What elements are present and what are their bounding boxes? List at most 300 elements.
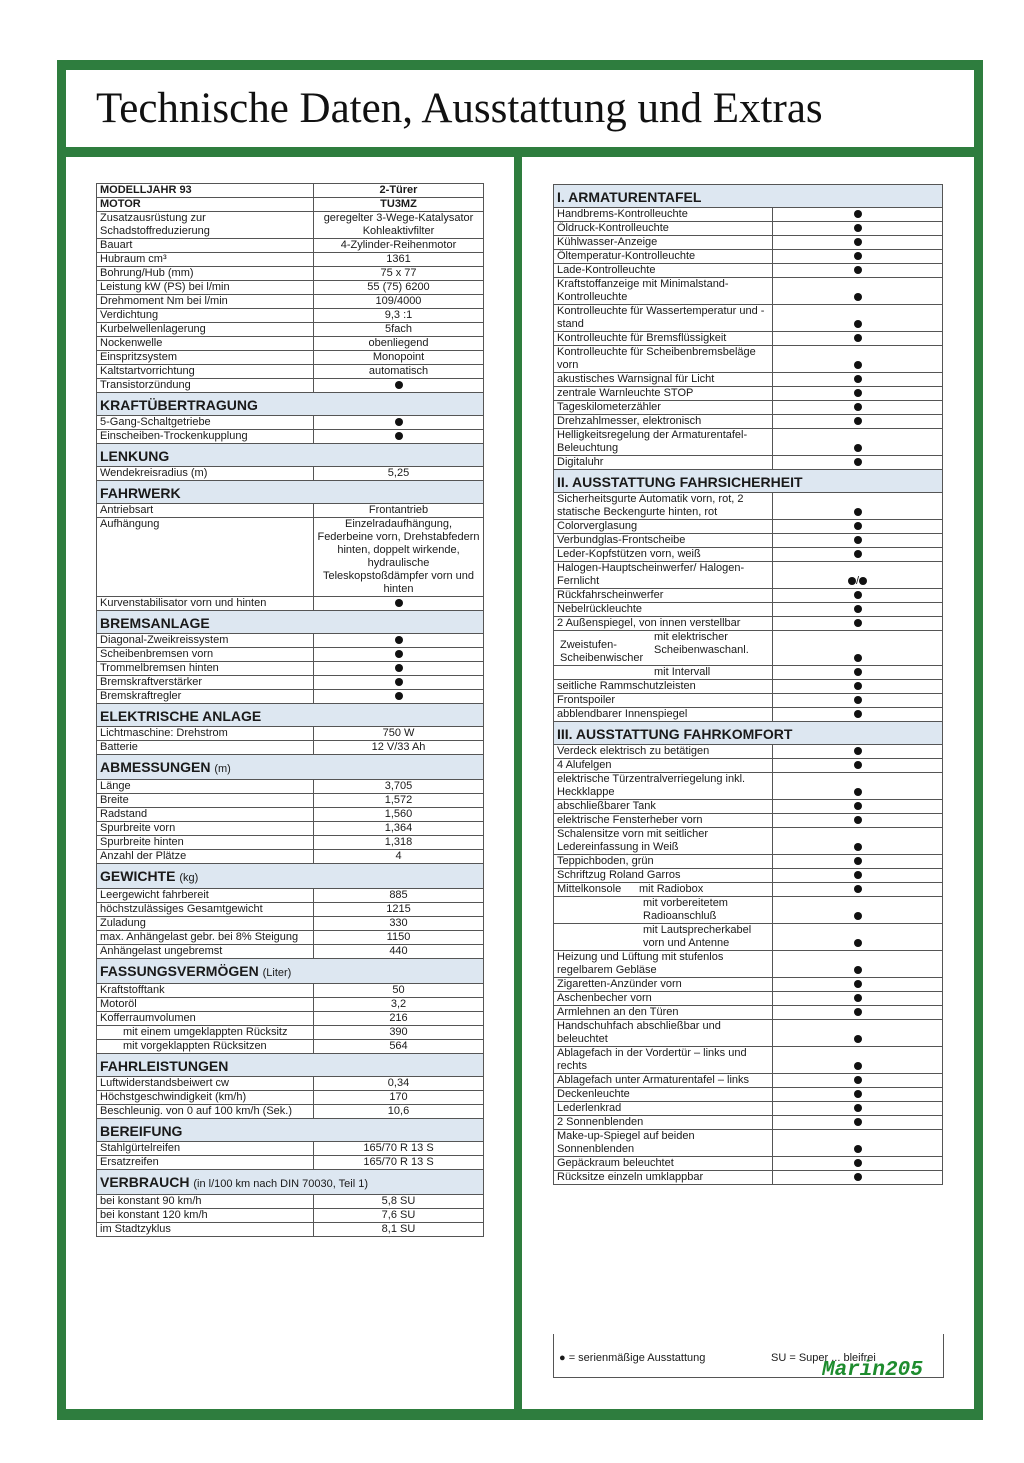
spec-value-cell — [773, 387, 943, 401]
spec-label-text: Sicherheitsgurte Automatik vorn, rot, 2 statische Beckengurte hinten, rot — [557, 493, 744, 518]
spec-value-cell — [773, 589, 943, 603]
section-label: FAHRLEISTUNGEN — [100, 1058, 229, 1074]
spec-label — [97, 662, 314, 676]
spec-value-cell — [314, 727, 484, 741]
spec-label-text: mit einem umgeklappten Rücksitz — [123, 1026, 288, 1038]
table-row — [97, 836, 484, 850]
spec-label — [554, 855, 773, 869]
standard-equipment-dot-icon — [854, 417, 862, 425]
standard-equipment-dot-icon — [854, 550, 862, 558]
spec-value: 7,6 SU — [381, 1209, 416, 1221]
section-title — [97, 1054, 484, 1077]
spec-label — [97, 998, 314, 1012]
spec-label — [554, 1020, 773, 1047]
spec-value-cell — [314, 1195, 484, 1209]
spec-label — [554, 1074, 773, 1088]
spec-value-cell — [773, 1020, 943, 1047]
spec-value-cell — [314, 1026, 484, 1040]
section-unit: (in l/100 km nach DIN 70030, Teil 1) — [193, 1178, 369, 1190]
spec-label — [97, 430, 314, 444]
spec-value: 2-Türer — [379, 184, 418, 196]
spec-label — [97, 379, 314, 393]
spec-value-cell — [314, 794, 484, 808]
standard-equipment-dot-icon — [854, 389, 862, 397]
table-row — [554, 800, 943, 814]
table-row — [554, 548, 943, 562]
spec-label-text: Drehmoment Nm bei l/min — [100, 295, 228, 307]
section-header — [554, 185, 943, 208]
spec-label-text: Radstand — [100, 808, 148, 820]
spec-label — [554, 1116, 773, 1130]
console-sub-label: mit Lautsprecherkabel vorn und Antenne — [643, 924, 752, 949]
standard-equipment-dot-icon — [854, 1035, 862, 1043]
spec-label-text: Transistorzündung — [100, 379, 191, 391]
standard-equipment-dot-icon — [854, 912, 862, 920]
table-row — [97, 676, 484, 690]
spec-label — [97, 648, 314, 662]
table-row — [554, 666, 943, 680]
table-row — [97, 1077, 484, 1091]
spec-label — [97, 1156, 314, 1170]
spec-label — [97, 337, 314, 351]
spec-value-cell — [314, 889, 484, 903]
section-title — [97, 864, 484, 889]
spec-label — [554, 589, 773, 603]
spec-label-text: Anzahl der Plätze — [100, 850, 187, 862]
spec-value-cell — [773, 897, 943, 924]
spec-value: 3,2 — [390, 998, 407, 1010]
spec-value: 109/4000 — [375, 295, 422, 307]
spec-value-cell — [314, 676, 484, 690]
table-row — [97, 467, 484, 481]
table-row — [97, 267, 484, 281]
spec-label-text: Kaltstartvorrichtung — [100, 365, 195, 377]
spec-value-cell — [314, 850, 484, 864]
spec-label — [97, 416, 314, 430]
spec-label-text: 5-Gang-Schaltgetriebe — [100, 416, 211, 428]
spec-value: Frontantrieb — [368, 504, 429, 516]
left-panel — [66, 157, 514, 1409]
table-row — [97, 365, 484, 379]
table-row — [97, 808, 484, 822]
standard-equipment-dot-icon — [854, 334, 862, 342]
spec-label — [97, 184, 314, 198]
spec-value-cell — [314, 281, 484, 295]
spec-value-cell — [314, 184, 484, 198]
spec-label-text: Bohrung/Hub (mm) — [100, 267, 194, 279]
table-row — [554, 236, 943, 250]
spec-value-cell — [773, 548, 943, 562]
spec-label-text: Rückfahrscheinwerfer — [557, 589, 664, 601]
spec-value: 165/70 R 13 S — [363, 1156, 434, 1168]
spec-value: 4 — [395, 850, 402, 862]
standard-equipment-dot-icon — [848, 577, 856, 585]
spec-label — [554, 429, 773, 456]
spec-value-cell — [773, 814, 943, 828]
standard-equipment-dot-icon — [859, 577, 867, 585]
section-unit: (kg) — [179, 872, 199, 884]
spec-label-text: Aschenbecher vorn — [557, 992, 652, 1004]
spec-label-text: Handschuhfach abschließbar und beleuchtet — [557, 1020, 721, 1045]
spec-value: 1150 — [386, 931, 411, 943]
wiper-sub-label: mit Intervall — [654, 666, 711, 678]
spec-value-cell — [314, 365, 484, 379]
spec-label — [97, 1223, 314, 1237]
spec-value: 564 — [389, 1040, 408, 1052]
spec-label — [554, 978, 773, 992]
spec-value: Monopoint — [372, 351, 425, 363]
spec-label — [554, 773, 773, 800]
table-row — [554, 1088, 943, 1102]
legend-dot-text: ● = serienmäßige Ausstattung — [559, 1352, 706, 1364]
spec-label-text: 4 Alufelgen — [557, 759, 612, 771]
spec-value-cell — [773, 883, 943, 897]
section-title — [97, 959, 484, 984]
table-row — [97, 931, 484, 945]
table-row — [97, 1223, 484, 1237]
spec-label-text: Nebelrückleuchte — [557, 603, 642, 615]
spec-value: 1,560 — [384, 808, 413, 820]
spec-label-text: Hubraum cm³ — [100, 253, 167, 265]
spec-label — [554, 617, 773, 631]
spec-value-cell — [314, 634, 484, 648]
spec-value: 216 — [389, 1012, 408, 1024]
spec-label — [97, 690, 314, 704]
spec-label-text: Gepäckraum beleuchtet — [557, 1157, 674, 1169]
spec-label-text: elektrische Fensterheber vorn — [557, 814, 703, 826]
spec-value-cell — [773, 429, 943, 456]
spec-value-cell — [773, 869, 943, 883]
spec-label-text: Heizung und Lüftung mit stufenlos regelbarem Gebläse — [557, 951, 724, 976]
standard-equipment-dot-icon — [854, 1062, 862, 1070]
spec-label-text: Kraftstofftank — [100, 984, 165, 996]
table-row — [554, 1157, 943, 1171]
legend-su-text: SU = Super ... bleifrei — [771, 1352, 876, 1364]
section-label: LENKUNG — [100, 448, 170, 464]
table-row — [554, 992, 943, 1006]
spec-value-cell — [314, 690, 484, 704]
standard-equipment-dot-icon — [854, 1159, 862, 1167]
spec-label — [97, 467, 314, 481]
spec-label-text: MODELLJAHR 93 — [100, 184, 192, 196]
section-header — [97, 1170, 484, 1195]
spec-label-text: mit vorgeklappten Rücksitzen — [123, 1040, 267, 1052]
spec-label — [554, 401, 773, 415]
section-title — [554, 470, 943, 493]
spec-label-text: Frontspoiler — [557, 694, 616, 706]
spec-value-cell — [773, 346, 943, 373]
spec-value-cell — [314, 467, 484, 481]
section-unit: (m) — [214, 763, 231, 775]
spec-label — [554, 415, 773, 429]
spec-label-text: Leergewicht fahrbereit — [100, 889, 209, 901]
standard-equipment-dot-icon — [854, 747, 862, 755]
table-row — [97, 1209, 484, 1223]
standard-equipment-dot-icon — [854, 320, 862, 328]
standard-equipment-dot-icon — [854, 266, 862, 274]
table-row — [554, 589, 943, 603]
spec-label — [554, 208, 773, 222]
spec-label-text: Diagonal-Zweikreissystem — [100, 634, 229, 646]
table-row — [554, 897, 943, 924]
spec-label — [97, 309, 314, 323]
wiper-sub-label: mit elektrischer Scheibenwaschanl. — [654, 631, 749, 656]
spec-label-text: Verdichtung — [100, 309, 159, 321]
spec-label — [97, 1091, 314, 1105]
spec-label-text: Kontrolleuchte für Scheibenbremsbeläge vorn — [557, 346, 756, 371]
spec-value-cell — [314, 504, 484, 518]
spec-value-cell — [314, 309, 484, 323]
table-row — [97, 634, 484, 648]
spec-label-text: max. Anhängelast gebr. bei 8% Steigung — [100, 931, 299, 943]
standard-equipment-dot-icon — [854, 939, 862, 947]
section-label: ELEKTRISCHE ANLAGE — [100, 708, 262, 724]
spec-label-text: Batterie — [100, 741, 138, 753]
spec-value: 330 — [389, 917, 408, 929]
spec-value: 170 — [389, 1091, 408, 1103]
spec-label — [554, 694, 773, 708]
spec-value: 1,318 — [384, 836, 413, 848]
section-title — [554, 185, 943, 208]
standard-equipment-dot-icon — [854, 1008, 862, 1016]
spec-value-cell — [314, 295, 484, 309]
equipment-table — [553, 184, 943, 1185]
spec-value-cell — [773, 401, 943, 415]
spec-value-cell — [314, 917, 484, 931]
spec-value-cell — [314, 337, 484, 351]
section-label: III. AUSSTATTUNG FAHRKOMFORT — [557, 726, 793, 742]
spec-label — [97, 504, 314, 518]
spec-label — [97, 1077, 314, 1091]
spec-label-text: Kontrolleuchte für Bremsflüssigkeit — [557, 332, 727, 344]
section-label: BREMSANLAGE — [100, 615, 210, 631]
standard-equipment-dot-icon — [854, 605, 862, 613]
table-row — [554, 373, 943, 387]
standard-equipment-dot-icon — [395, 664, 403, 672]
spec-label-text: akustisches Warnsignal für Licht — [557, 373, 715, 385]
spec-label-text: Spurbreite hinten — [100, 836, 184, 848]
table-row — [554, 520, 943, 534]
table-row — [97, 822, 484, 836]
console-sub-label: mit vorbereitetem Radioanschluß — [643, 897, 728, 922]
standard-equipment-dot-icon — [854, 802, 862, 810]
standard-equipment-dot-icon — [854, 591, 862, 599]
spec-label-text: Lade-Kontrolleuchte — [557, 264, 656, 276]
table-row — [97, 794, 484, 808]
table-row — [97, 741, 484, 755]
spec-value-cell — [773, 305, 943, 332]
spec-label-text: Wendekreisradius (m) — [100, 467, 208, 479]
table-row — [554, 694, 943, 708]
spec-value-cell — [773, 493, 943, 520]
spec-value-cell — [314, 1077, 484, 1091]
spec-value-cell — [773, 1157, 943, 1171]
standard-equipment-dot-icon — [854, 536, 862, 544]
spec-label — [97, 945, 314, 959]
spec-label — [97, 984, 314, 998]
spec-label-text: Schalensitze vorn mit seitlicher Ledereinfassung in Weiß — [557, 828, 709, 853]
spec-label — [97, 808, 314, 822]
spec-value-cell — [773, 1116, 943, 1130]
standard-equipment-dot-icon — [854, 1090, 862, 1098]
standard-equipment-dot-icon — [854, 1145, 862, 1153]
spec-value-cell — [773, 708, 943, 722]
standard-equipment-dot-icon — [395, 418, 403, 426]
spec-value-cell — [773, 1088, 943, 1102]
spec-value-cell — [773, 680, 943, 694]
table-row — [554, 346, 943, 373]
section-unit: (Liter) — [262, 967, 292, 979]
standard-equipment-dot-icon — [854, 1173, 862, 1181]
standard-equipment-dot-icon — [854, 682, 862, 690]
standard-equipment-dot-icon — [854, 654, 862, 662]
table-row — [554, 278, 943, 305]
table-row — [97, 184, 484, 198]
spec-value-cell — [773, 250, 943, 264]
spec-label — [97, 1209, 314, 1223]
spec-label — [97, 727, 314, 741]
technical-data-table — [96, 183, 484, 1237]
spec-value-cell — [314, 903, 484, 917]
spec-label-text: Spurbreite vorn — [100, 822, 176, 834]
spec-label — [97, 212, 314, 239]
table-row — [97, 648, 484, 662]
spec-label — [554, 680, 773, 694]
spec-label-text: Tageskilometerzähler — [557, 401, 661, 413]
spec-label — [97, 931, 314, 945]
table-row — [97, 309, 484, 323]
spec-label-text: Deckenleuchte — [557, 1088, 630, 1100]
standard-equipment-dot-icon — [854, 994, 862, 1002]
table-row — [554, 1102, 943, 1116]
table-row — [97, 727, 484, 741]
table-row — [554, 1130, 943, 1157]
section-label: FAHRWERK — [100, 485, 181, 501]
spec-value-cell — [773, 694, 943, 708]
standard-equipment-dot-icon — [395, 636, 403, 644]
spec-value: 750 W — [382, 727, 415, 739]
spec-label-text: bei konstant 90 km/h — [100, 1195, 202, 1207]
spec-value: 75 x 77 — [380, 267, 417, 279]
table-row — [554, 1047, 943, 1074]
spec-label — [554, 800, 773, 814]
spec-value-cell — [314, 1091, 484, 1105]
table-row — [554, 745, 943, 759]
spec-value-cell — [314, 1223, 484, 1237]
spec-value-cell — [773, 924, 943, 951]
standard-equipment-dot-icon — [854, 710, 862, 718]
spec-label — [554, 1088, 773, 1102]
spec-value: TU3MZ — [380, 198, 417, 210]
spec-value: 5,25 — [387, 467, 410, 479]
spec-value: 1215 — [386, 903, 411, 915]
spec-label — [97, 198, 314, 212]
spec-label-text: 2 Außenspiegel, von innen verstellbar — [557, 617, 741, 629]
spec-value-cell — [773, 773, 943, 800]
spec-label-text: Antriebsart — [100, 504, 154, 516]
spec-label-text: Verdeck elektrisch zu betätigen — [557, 745, 710, 757]
spec-value-cell — [773, 456, 943, 470]
table-row — [554, 1116, 943, 1130]
table-row — [554, 631, 943, 666]
section-title — [97, 444, 484, 467]
spec-value: 12 V/33 Ah — [371, 741, 426, 753]
table-row — [97, 295, 484, 309]
right-panel — [522, 157, 974, 1409]
spec-label-text: Kraftstoffanzeige mit Minimalstand-Kontrolleuchte — [557, 278, 729, 303]
spec-label — [554, 250, 773, 264]
spec-label — [554, 520, 773, 534]
spec-label — [97, 239, 314, 253]
spec-label — [554, 373, 773, 387]
table-row — [97, 198, 484, 212]
spec-value-cell — [773, 236, 943, 250]
spec-value-cell — [314, 239, 484, 253]
table-row — [554, 617, 943, 631]
spec-label-text: Leder-Kopfstützen vorn, weiß — [557, 548, 701, 560]
spec-label-text: Aufhängung — [100, 518, 160, 530]
spec-label-text: Colorverglasung — [557, 520, 638, 532]
table-row — [554, 603, 943, 617]
spec-value-cell — [314, 822, 484, 836]
table-row — [97, 253, 484, 267]
section-header — [97, 704, 484, 727]
spec-value-cell — [773, 603, 943, 617]
spec-value-cell — [773, 1047, 943, 1074]
spec-label-text: Beschleunig. von 0 auf 100 km/h (Sek.) — [100, 1105, 292, 1117]
spec-label-text: Kurvenstabilisator vorn und hinten — [100, 597, 267, 609]
spec-label — [97, 253, 314, 267]
table-row — [554, 680, 943, 694]
table-row — [554, 1006, 943, 1020]
spec-value-cell — [773, 534, 943, 548]
section-header — [97, 864, 484, 889]
spec-label-text: Stahlgürtelreifen — [100, 1142, 181, 1154]
spec-label-text: seitliche Rammschutzleisten — [557, 680, 696, 692]
spec-label-text: Bremskraftregler — [100, 690, 182, 702]
spec-value-cell — [314, 212, 484, 239]
spec-label-text: Kontrolleuchte für Wassertemperatur und -stand — [557, 305, 765, 330]
table-row — [97, 1105, 484, 1119]
spec-label-text: Lederlenkrad — [557, 1102, 622, 1114]
spec-label-text: Einspritzsystem — [100, 351, 178, 363]
table-row — [97, 597, 484, 611]
spec-label — [554, 278, 773, 305]
console-sub-label: mit Radiobox — [639, 883, 704, 895]
standard-equipment-dot-icon — [854, 966, 862, 974]
spec-label — [554, 236, 773, 250]
standard-equipment-dot-icon — [395, 650, 403, 658]
spec-value: obenliegend — [368, 337, 429, 349]
spec-value: 9,3 :1 — [384, 309, 413, 321]
spec-value-cell — [773, 278, 943, 305]
spec-label — [554, 305, 773, 332]
spec-label-text: Ersatzreifen — [100, 1156, 159, 1168]
spec-value-cell — [773, 992, 943, 1006]
table-row — [97, 351, 484, 365]
spec-value-cell — [773, 208, 943, 222]
table-row — [97, 690, 484, 704]
spec-value: 165/70 R 13 S — [363, 1142, 434, 1154]
spec-value-cell — [314, 998, 484, 1012]
spec-label — [97, 1105, 314, 1119]
table-row — [554, 429, 943, 456]
section-header — [97, 1119, 484, 1142]
section-label: BEREIFUNG — [100, 1123, 183, 1139]
slash-separator: / — [855, 575, 860, 587]
spec-value-cell — [314, 430, 484, 444]
spec-value: 440 — [389, 945, 408, 957]
